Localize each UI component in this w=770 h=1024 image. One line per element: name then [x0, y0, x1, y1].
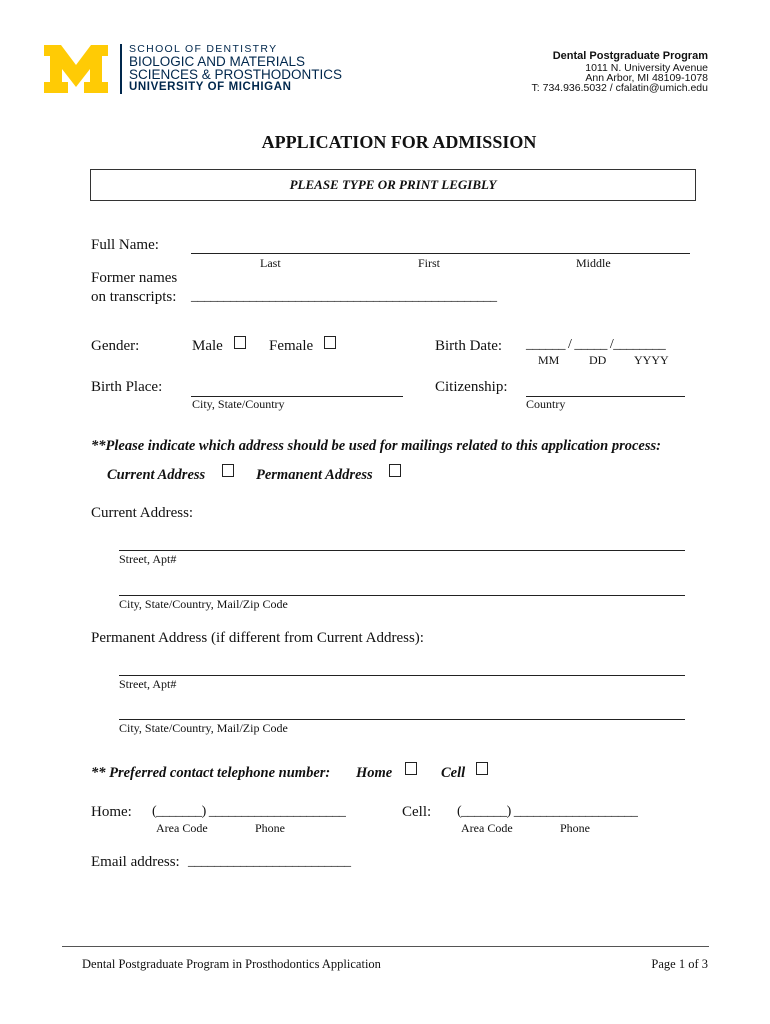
middle-name-caption: Middle	[576, 256, 611, 270]
former-names-label-2: on transcripts:	[91, 289, 177, 305]
program-name: Dental Postgraduate Program	[552, 50, 708, 62]
current-city-field[interactable]	[119, 595, 685, 596]
home-phone-caption: Phone	[255, 821, 285, 835]
cell-area-code-caption: Area Code	[461, 821, 513, 835]
permanent-address-checkbox[interactable]	[389, 464, 401, 477]
mailing-question: **Please indicate which address should be used for mailings related to this application process:	[91, 438, 661, 454]
permanent-city-caption: City, State/Country, Mail/Zip Code	[119, 721, 288, 735]
permanent-street-field[interactable]	[119, 675, 685, 676]
home-phone-field[interactable]: (_______) _____________________	[152, 804, 346, 819]
email-field[interactable]: _________________________	[188, 854, 351, 869]
birth-month-caption: MM	[538, 353, 560, 367]
permanent-street-caption: Street, Apt#	[119, 677, 177, 691]
current-street-caption: Street, Apt#	[119, 552, 177, 566]
birth-date-label: Birth Date:	[435, 338, 503, 354]
program-address-line1: 1011 N. University Avenue	[585, 62, 708, 74]
former-names-field[interactable]: _______________________________________________	[191, 289, 497, 304]
birth-place-label: Birth Place:	[91, 379, 163, 395]
current-city-caption: City, State/Country, Mail/Zip Code	[119, 597, 288, 611]
phone-preference-question: ** Preferred contact telephone number:	[91, 765, 331, 781]
current-address-label: Current Address:	[91, 505, 194, 521]
current-address-option-label: Current Address	[107, 467, 206, 483]
citizenship-label: Citizenship:	[435, 379, 508, 395]
female-label: Female	[269, 338, 314, 354]
first-name-caption: First	[418, 256, 441, 270]
logo-university: UNIVERSITY OF MICHIGAN	[129, 81, 292, 93]
cell-phone-label: Cell:	[402, 804, 432, 820]
email-label: Email address:	[91, 854, 180, 870]
footer-rule	[62, 946, 709, 947]
permanent-city-field[interactable]	[119, 719, 685, 720]
current-address-checkbox[interactable]	[222, 464, 234, 477]
page-number: Page 1 of 3	[651, 957, 708, 971]
home-phone-checkbox[interactable]	[405, 762, 417, 775]
page-title: APPLICATION FOR ADMISSION	[261, 132, 537, 152]
current-street-field[interactable]	[119, 550, 685, 551]
birth-place-caption: City, State/Country	[192, 397, 285, 411]
home-phone-option-label: Home	[356, 765, 393, 781]
gender-label: Gender:	[91, 338, 140, 354]
former-names-label: Former names	[91, 270, 178, 286]
cell-phone-field[interactable]: (_______) ___________________	[457, 804, 638, 819]
program-contact: T: 734.936.5032 / cfalatin@umich.edu	[531, 82, 708, 94]
footer-title: Dental Postgraduate Program in Prosthodontics Application	[82, 957, 381, 971]
birth-year-caption: YYYY	[634, 353, 669, 367]
last-name-caption: Last	[260, 256, 281, 270]
program-address-line2: Ann Arbor, MI 48109-1078	[585, 72, 708, 84]
male-label: Male	[192, 338, 223, 354]
male-checkbox[interactable]	[234, 336, 246, 349]
cell-phone-option-label: Cell	[441, 765, 466, 781]
female-checkbox[interactable]	[324, 336, 336, 349]
logo-divider	[120, 44, 122, 94]
home-phone-label: Home:	[91, 804, 132, 820]
permanent-address-label: Permanent Address (if different from Current Address):	[91, 630, 424, 646]
logo-department-line1: BIOLOGIC AND MATERIALS	[129, 54, 306, 69]
cell-phone-checkbox[interactable]	[476, 762, 488, 775]
birth-date-field[interactable]: ______ / _____ /________	[526, 337, 666, 352]
citizenship-caption: Country	[526, 397, 566, 411]
birth-day-caption: DD	[589, 353, 607, 367]
logo-department-line2: SCIENCES & PROSTHODONTICS	[129, 67, 343, 82]
home-area-code-caption: Area Code	[156, 821, 208, 835]
university-m-logo	[44, 45, 108, 93]
notice-text: PLEASE TYPE OR PRINT LEGIBLY	[289, 177, 497, 192]
permanent-address-option-label: Permanent Address	[256, 467, 373, 483]
logo-school: SCHOOL OF DENTISTRY	[129, 43, 278, 55]
full-name-field[interactable]	[191, 253, 690, 254]
full-name-label: Full Name:	[91, 237, 159, 253]
cell-phone-caption: Phone	[560, 821, 590, 835]
